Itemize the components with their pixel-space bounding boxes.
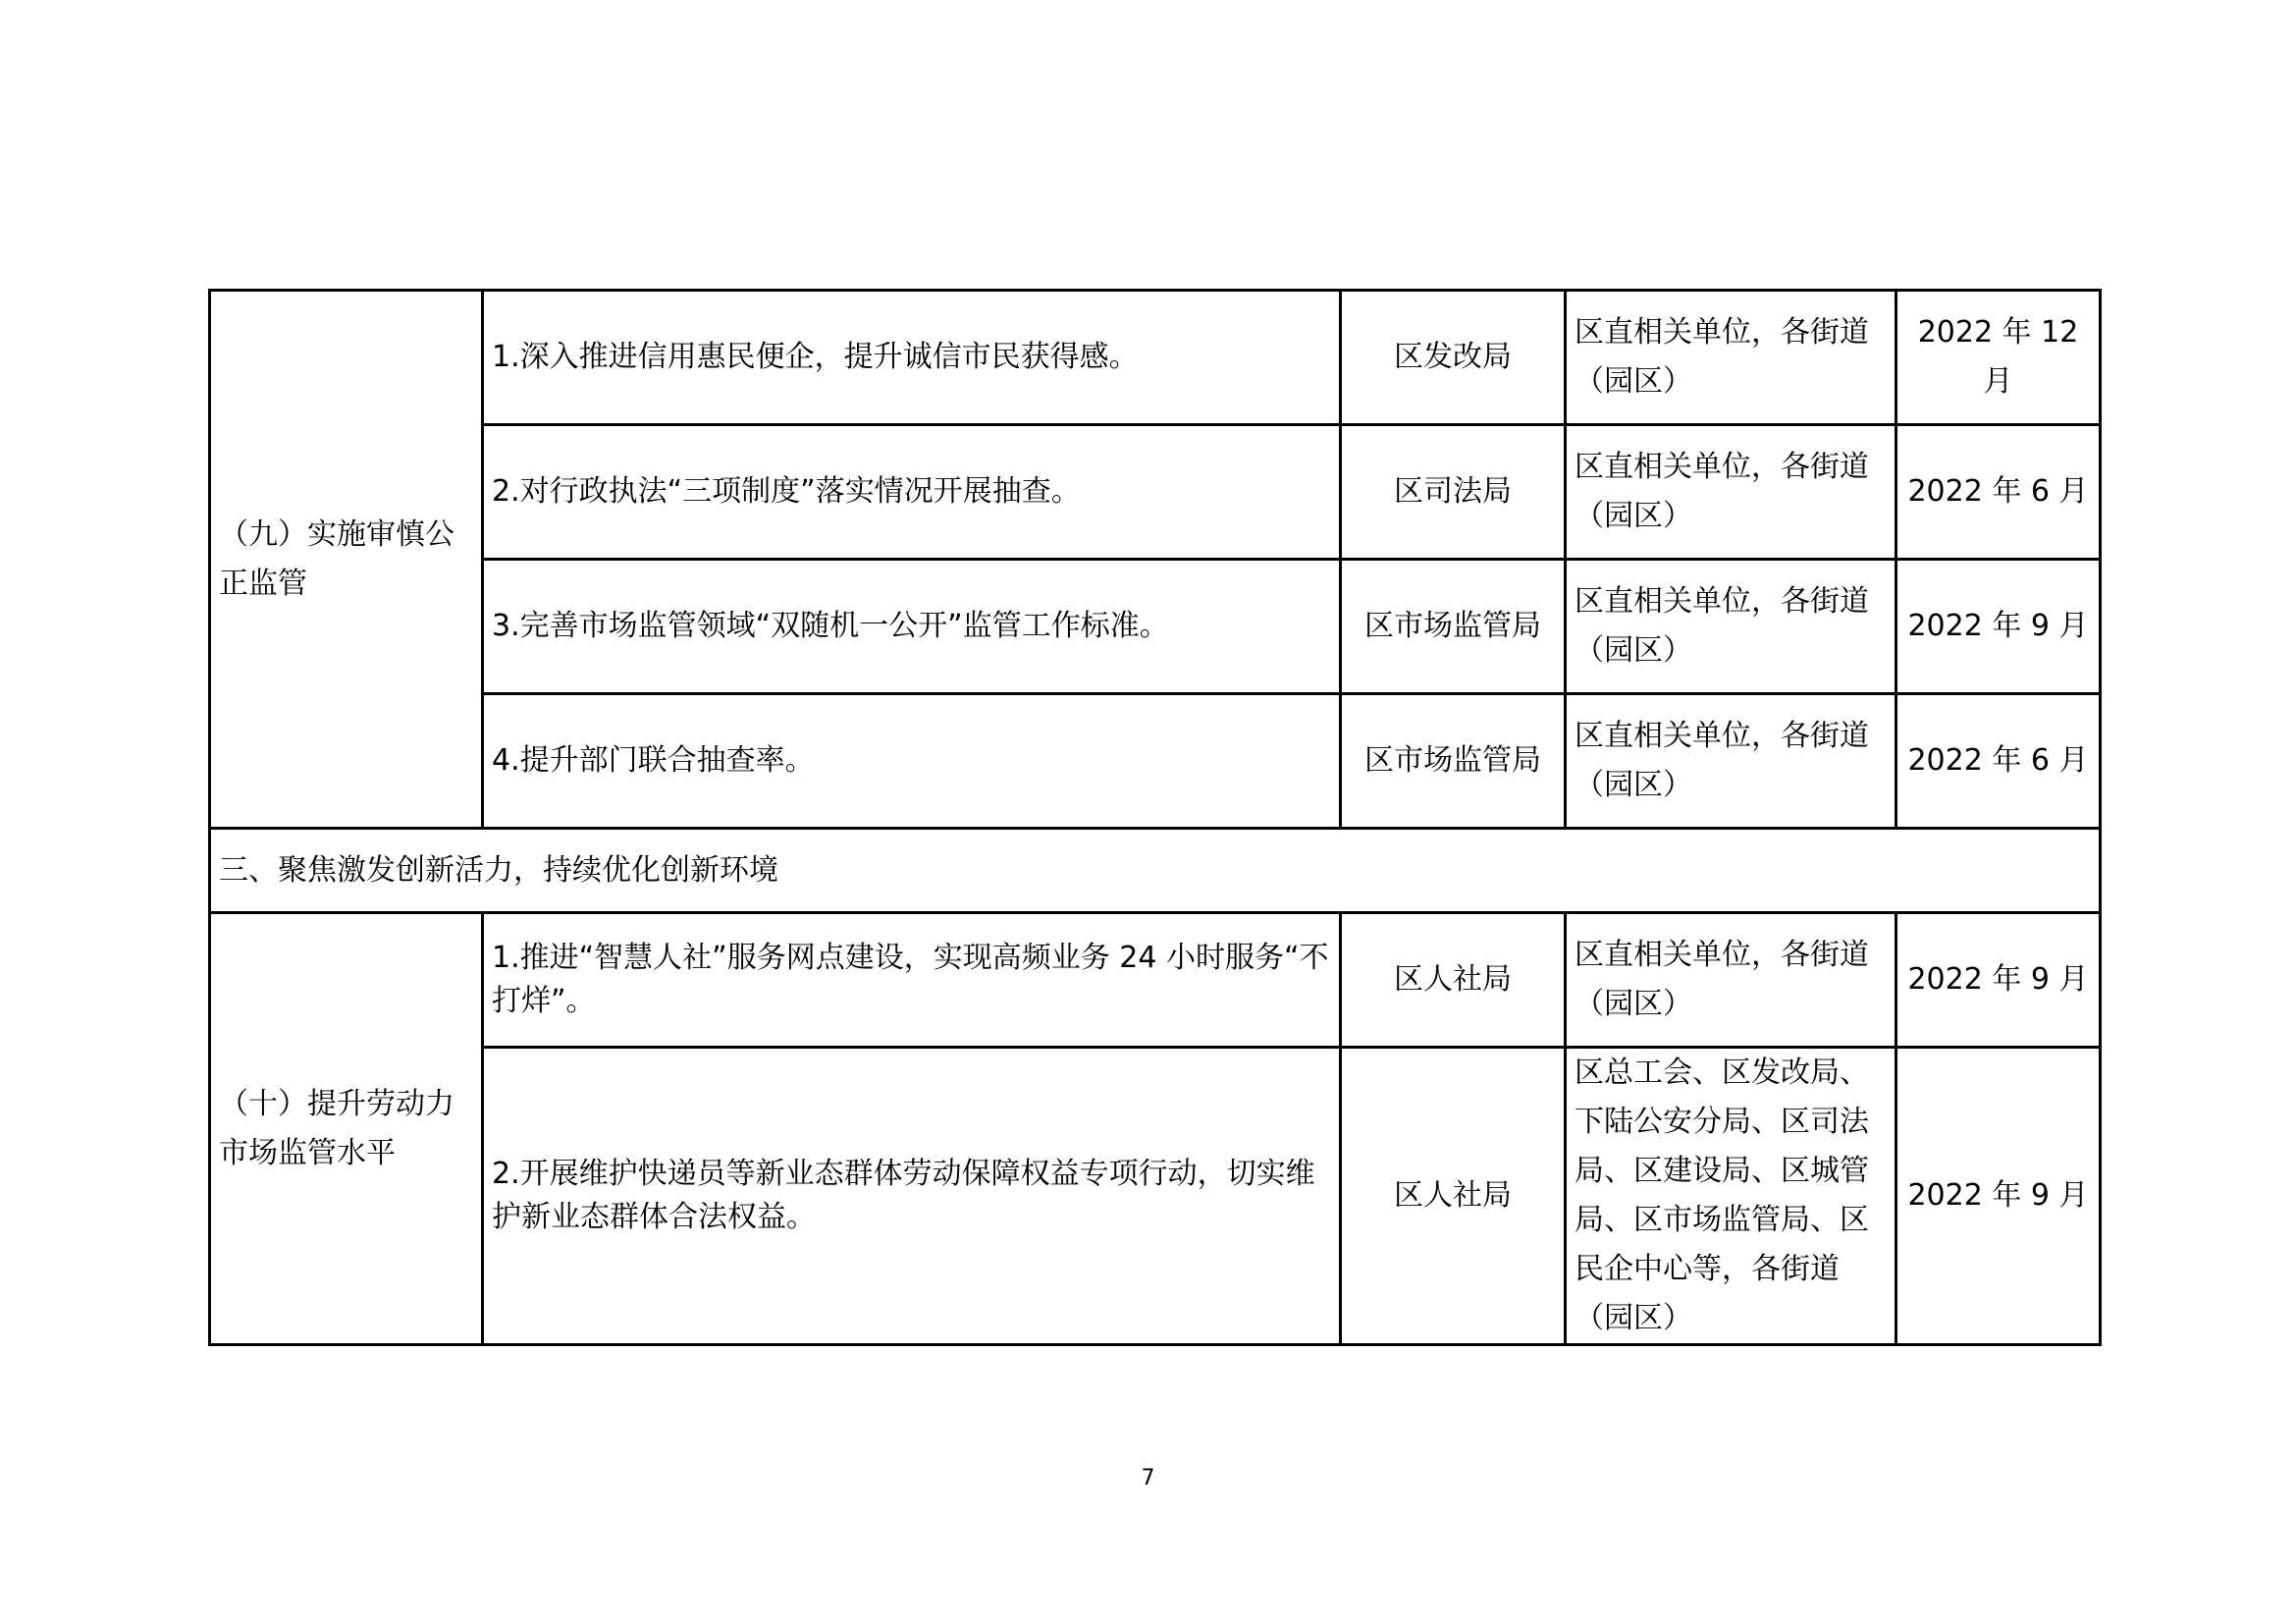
cooperating-units: 区直相关单位，各街道（园区） bbox=[1566, 291, 1896, 425]
task-text: 4.提升部门联合抽查率。 bbox=[483, 694, 1341, 829]
table-row bbox=[210, 694, 2101, 829]
lead-unit: 区市场监管局 bbox=[1341, 694, 1566, 829]
group-title: （十）提升劳动力市场监管水平 bbox=[210, 913, 483, 1345]
lead-unit: 区司法局 bbox=[1341, 425, 1566, 560]
table-row bbox=[210, 560, 2101, 694]
cooperating-units: 区总工会、区发改局、下陆公安分局、区司法局、区建设局、区城管局、区市场监管局、区民企中心等，各街道（园区） bbox=[1566, 1048, 1896, 1345]
lead-unit: 区人社局 bbox=[1341, 913, 1566, 1048]
lead-unit: 区发改局 bbox=[1341, 291, 1566, 425]
section-heading: 三、聚焦激发创新活力，持续优化创新环境 bbox=[210, 829, 2101, 913]
deadline: 2022 年 9 月 bbox=[1896, 1048, 2101, 1345]
task-text: 1.推进“智慧人社”服务网点建设，实现高频业务 24 小时服务“不打烊”。 bbox=[483, 913, 1341, 1048]
lead-unit: 区市场监管局 bbox=[1341, 560, 1566, 694]
task-table bbox=[208, 289, 2102, 1346]
deadline: 2022 年 9 月 bbox=[1896, 560, 2101, 694]
cooperating-units: 区直相关单位，各街道（园区） bbox=[1566, 694, 1896, 829]
task-text: 2.对行政执法“三项制度”落实情况开展抽查。 bbox=[483, 425, 1341, 560]
table-row bbox=[210, 1048, 2101, 1345]
deadline: 2022 年 6 月 bbox=[1896, 425, 2101, 560]
table-row bbox=[210, 425, 2101, 560]
deadline: 2022 年 9 月 bbox=[1896, 913, 2101, 1048]
page-number: 7 bbox=[1141, 1466, 1155, 1490]
cooperating-units: 区直相关单位，各街道（园区） bbox=[1566, 425, 1896, 560]
task-text: 2.开展维护快递员等新业态群体劳动保障权益专项行动，切实维护新业态群体合法权益。 bbox=[483, 1048, 1341, 1345]
deadline: 2022 年 12 月 bbox=[1896, 291, 2101, 425]
table-row bbox=[210, 291, 2101, 425]
group-title: （九）实施审慎公正监管 bbox=[210, 291, 483, 829]
task-text: 3.完善市场监管领域“双随机一公开”监管工作标准。 bbox=[483, 560, 1341, 694]
lead-unit: 区人社局 bbox=[1341, 1048, 1566, 1345]
deadline: 2022 年 6 月 bbox=[1896, 694, 2101, 829]
cooperating-units: 区直相关单位，各街道（园区） bbox=[1566, 560, 1896, 694]
cooperating-units: 区直相关单位，各街道（园区） bbox=[1566, 913, 1896, 1048]
table-row bbox=[210, 913, 2101, 1048]
section-row bbox=[210, 829, 2101, 913]
task-text: 1.深入推进信用惠民便企，提升诚信市民获得感。 bbox=[483, 291, 1341, 425]
